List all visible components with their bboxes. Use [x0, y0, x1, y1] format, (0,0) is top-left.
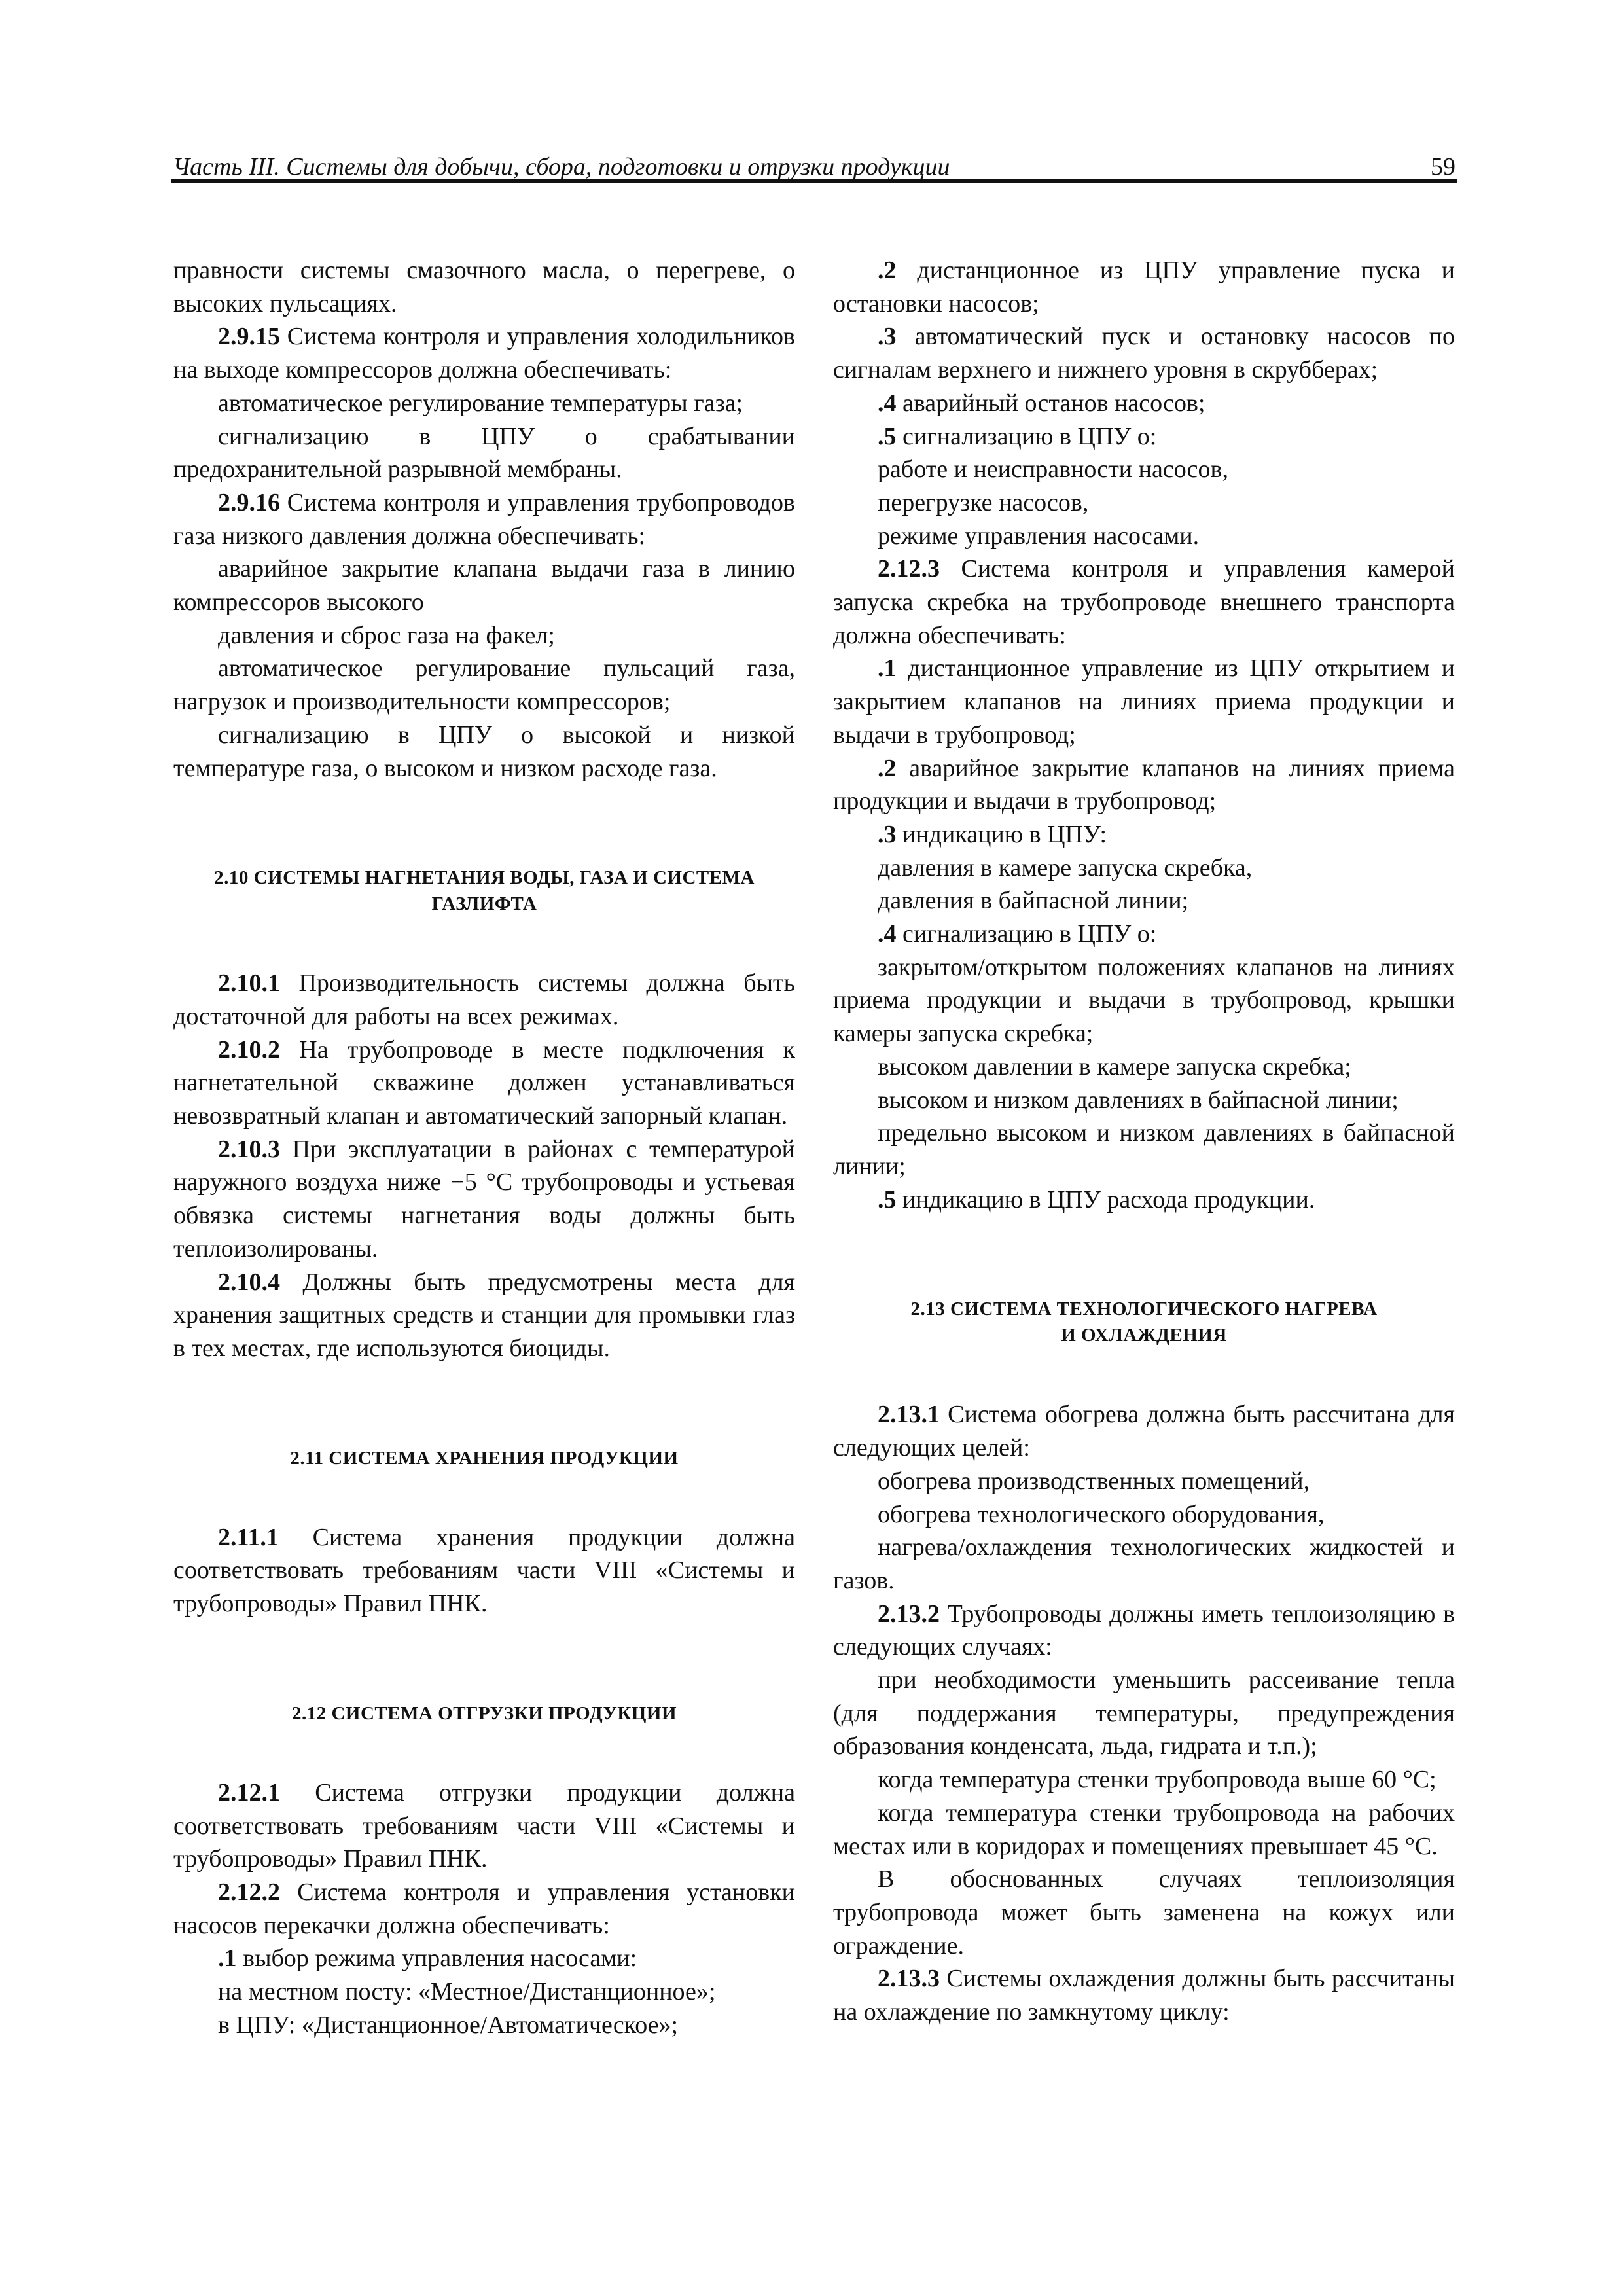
- list-item: когда температура стенки трубопровода выше 60 °С;: [878, 1766, 1436, 1794]
- list-item: на местном посту: «Местное/Дистанционное»;: [218, 1978, 716, 2006]
- list-item: давления и сброс газа на факел;: [218, 621, 555, 649]
- list-item: обогрева производственных помещений,: [878, 1467, 1310, 1495]
- header-title: Часть III. Системы для добычи, сбора, подготовки и отрузки продукции: [173, 153, 950, 181]
- list-item: аварийное закрытие клапана выдачи газа в линию компрессоров высокого: [173, 555, 795, 617]
- clause-2-13-2: 2.13.2 Трубопроводы должны иметь теплоизоляцию в следующих случаях:: [833, 1600, 1455, 1661]
- clause-2-12-2: 2.12.2 Система контроля и управления установки насосов перекачки должна обеспечивать:: [173, 1878, 795, 1939]
- list-item: при необходимости уменьшить рассеивание тепла (для поддержания температуры, предупреждения образования конденсата, льда, гидрата и т.п.);: [833, 1666, 1455, 1761]
- list-item: перегрузке насосов,: [878, 488, 1089, 516]
- list-item: .2 дистанционное из ЦПУ управление пуска и остановки насосов;: [833, 257, 1455, 317]
- list-item: .2 аварийное закрытие клапанов на линиях приема продукции и выдачи в трубопровод;: [833, 754, 1455, 816]
- list-item: закрытом/открытом положениях клапанов на линиях приема продукции и выдачи в трубопровод, крышки камеры запуска скребка;: [833, 953, 1455, 1048]
- section-heading-2-13: 2.13 СИСТЕМА ТЕХНОЛОГИЧЕСКОГО НАГРЕВА И ОХЛАЖДЕНИЯ: [910, 1299, 1378, 1346]
- clause-2-9-15: 2.9.15 Система контроля и управления холодильников на выходе компрессоров должна обеспечивать:: [173, 323, 795, 384]
- clause-2-10-2: 2.10.2 На трубопроводе в месте подключения к нагнетательной скважине должен устанавливаться невозвратный клапан и автоматический запорный клапан.: [173, 1035, 795, 1130]
- list-item: автоматическое регулирование пульсаций газа, нагрузок и производительности компрессоров;: [173, 655, 795, 716]
- list-item: .3 автоматический пуск и остановку насосов по сигналам верхнего и нижнего уровня в скрубберах;: [833, 323, 1455, 384]
- running-header: [171, 136, 1457, 183]
- list-item: автоматическое регулирование температуры газа;: [218, 389, 743, 417]
- clause-2-12-3: 2.12.3 Система контроля и управления камерой запуска скребка на трубопроводе внешнего транспорта должна обеспечивать:: [833, 555, 1455, 649]
- list-item: сигнализацию в ЦПУ о срабатывании предохранительной разрывной мембраны.: [173, 422, 795, 484]
- clause-2-13-3: 2.13.3 Системы охлаждения должны быть рассчитаны на охлаждение по замкнутому циклу:: [833, 1965, 1455, 2026]
- clause-2-11-1: 2.11.1 Система хранения продукции должна соответствовать требованиям части VIII «Системы и трубопроводы» Правил ПНК.: [173, 1523, 795, 1618]
- paragraph: правности системы смазочного масла, о перегреве, о высоких пульсациях.: [173, 257, 795, 317]
- list-item: .1 выбор режима управления насосами:: [218, 1945, 637, 1973]
- section-heading-2-11: 2.11 СИСТЕМА ХРАНЕНИЯ ПРОДУКЦИИ: [290, 1447, 679, 1469]
- clause-2-10-1: 2.10.1 Производительность системы должна быть достаточной для работы на всех режимах.: [173, 969, 795, 1030]
- list-item: режиме управления насосами.: [878, 522, 1200, 550]
- section-heading-2-12: 2.12 СИСТЕМА ОТГРУЗКИ ПРОДУКЦИИ: [291, 1702, 677, 1724]
- section-heading-2-10: 2.10 СИСТЕМЫ НАГНЕТАНИЯ ВОДЫ, ГАЗА И СИСТЕМА ГАЗЛИФТА: [214, 867, 755, 915]
- list-item: обогрева технологического оборудования,: [878, 1500, 1325, 1528]
- list-item: в ЦПУ: «Дистанционное/Автоматическое»;: [218, 2011, 679, 2039]
- clause-2-13-1: 2.13.1 Система обогрева должна быть рассчитана для следующих целей:: [833, 1401, 1455, 1462]
- list-item: когда температура стенки трубопровода на рабочих местах или в коридорах и помещениях превышает 45 °С.: [833, 1799, 1455, 1860]
- right-column: [833, 254, 1455, 2029]
- clause-2-9-16: 2.9.16 Система контроля и управления трубопроводов газа низкого давления должна обеспечивать:: [173, 488, 795, 550]
- list-item: .3 индикацию в ЦПУ:: [878, 820, 1107, 848]
- list-item: .4 аварийный останов насосов;: [878, 389, 1205, 417]
- list-item: высоком и низком давлениях в байпасной линии;: [878, 1086, 1399, 1114]
- paragraph: В обоснованных случаях теплоизоляция трубопровода может быть заменена на кожух или ограждение.: [833, 1865, 1455, 1960]
- list-item: сигнализацию в ЦПУ о высокой и низкой температуре газа, о высоком и низком расходе газа.: [173, 721, 795, 782]
- list-item: предельно высоком и низком давлениях в байпасной линии;: [833, 1119, 1455, 1180]
- list-item: давления в камере запуска скребка,: [878, 853, 1253, 882]
- clause-2-12-1: 2.12.1 Система отгрузки продукции должна соответствовать требованиям части VIII «Системы и трубопроводы» Правил ПНК.: [173, 1778, 795, 1873]
- page-number: 59: [1431, 153, 1455, 181]
- list-item: .5 сигнализацию в ЦПУ о:: [878, 422, 1157, 450]
- clause-2-10-3: 2.10.3 При эксплуатации в районах с температурой наружного воздуха ниже −5 °С трубопроводы и устьевая обвязка системы нагнетания воды должны быть теплоизолированы.: [173, 1135, 795, 1263]
- list-item: давления в байпасной линии;: [878, 887, 1189, 915]
- clause-2-10-4: 2.10.4 Должны быть предусмотрены места для хранения защитных средств и станции для промывки глаз в тех местах, где используются биоциды.: [173, 1268, 795, 1362]
- list-item: .5 индикацию в ЦПУ расхода продукции.: [878, 1185, 1315, 1213]
- list-item: .1 дистанционное управление из ЦПУ открытием и закрытием клапанов на линиях приема продукции и выдачи в трубопровод;: [833, 655, 1455, 749]
- list-item: нагрева/охлаждения технологических жидкостей и газов.: [833, 1534, 1455, 1594]
- left-column: [173, 254, 795, 2041]
- list-item: работе и неисправности насосов,: [878, 456, 1228, 484]
- list-item: высоком давлении в камере запуска скребка;: [878, 1052, 1351, 1081]
- list-item: .4 сигнализацию в ЦПУ о:: [878, 920, 1157, 948]
